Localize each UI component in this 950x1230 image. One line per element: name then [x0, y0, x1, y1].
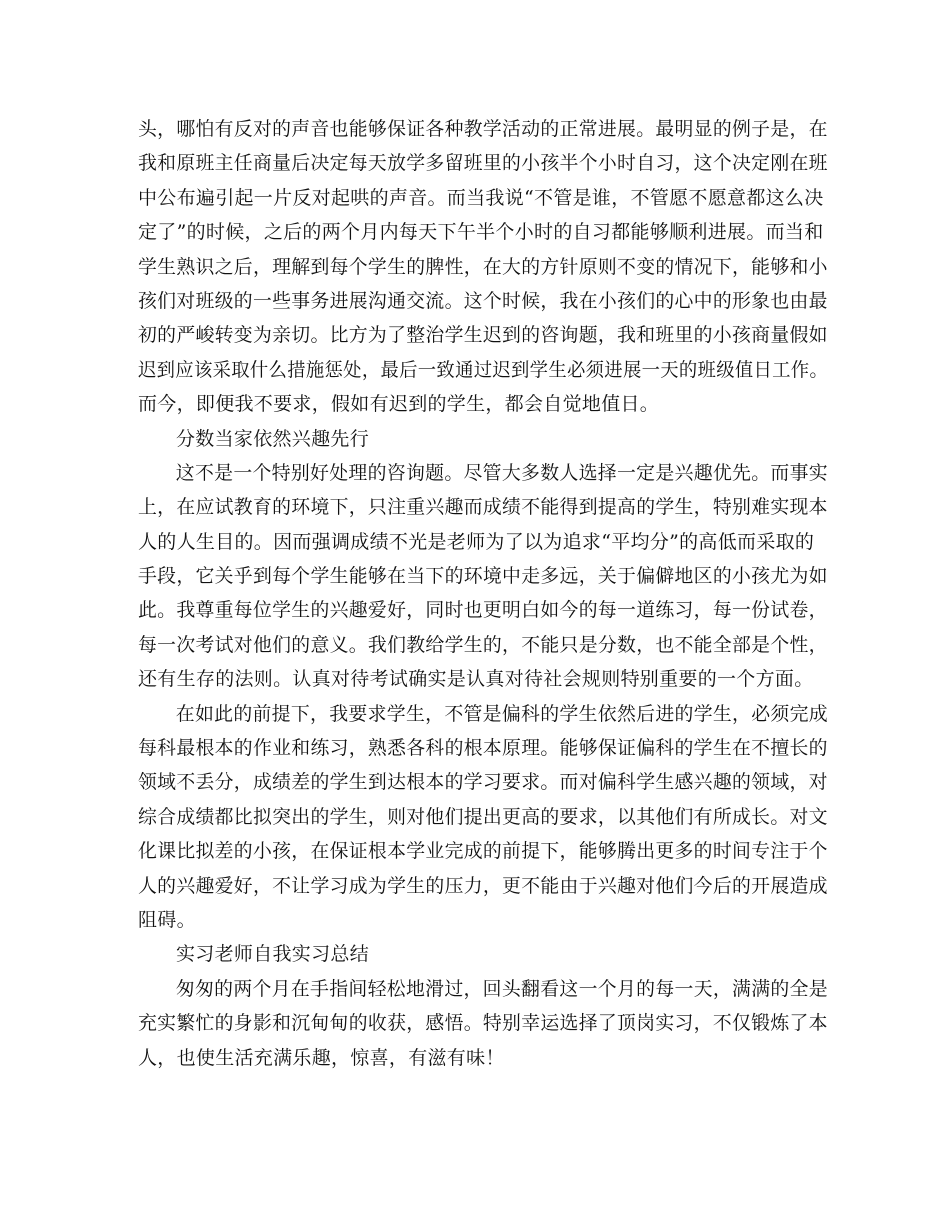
text-line: 头，哪怕有反对的声音也能够保证各种教学活动的正常进展。最明显的例子是，在: [138, 118, 828, 140]
text-line: 匆匆的两个月在手指间轻松地滑过，回头翻看这一个月的每一天，满满的全是: [175, 977, 828, 1000]
text-line: 综合成绩都比拟突出的学生，则对他们提出更高的要求，以其他们有所成长。对文: [138, 805, 828, 828]
text-line: 每一次考试对他们的意义。我们教给学生的，不能只是分数，也不能全部是个性，: [138, 633, 828, 656]
paragraph-class-management: [138, 112, 828, 422]
document-body: [138, 112, 828, 1075]
text-line: 人的兴趣爱好，不让学习成为学生的压力，更不能由于兴趣对他们今后的开展造成: [138, 874, 828, 897]
text-line: 手段，它关乎到每个学生能够在当下的环境中走多远，关于偏僻地区的小孩尤为如: [138, 565, 828, 588]
text-line: 还有生存的法则。认真对待考试确实是认真对待社会规则特别重要的一个方面。: [138, 668, 814, 691]
text-line: 在如此的前提下，我要求学生，不管是偏科的学生依然后进的学生，必须完成: [175, 702, 828, 725]
text-line: 中公布遍引起一片反对起哄的声音。而当我说“不管是谁，不管愿不愿意都这么决: [138, 186, 824, 209]
text-line: 而今，即便我不要求，假如有迟到的学生，都会自觉地值日。: [138, 393, 660, 416]
section-heading-internship-summary: 实习老师自我实习总结: [176, 943, 370, 966]
paragraph-internship-intro: [138, 972, 828, 1075]
section-heading-scores-interest: 分数当家依然兴趣先行: [176, 427, 370, 450]
text-line: 孩们对班级的一些事务进展沟通交流。这个时候，我在小孩们的心中的形象也由最: [138, 289, 828, 312]
text-line: 化课比拟差的小孩，在保证根本学业完成的前提下，能够腾出更多的时间专注于个: [138, 840, 828, 863]
text-line: 这不是一个特别好处理的咨询题。尽管大多数人选择一定是兴趣优先。而事实: [175, 461, 828, 484]
text-line: 人，也使生活充满乐趣，惊喜，有滋有味！: [138, 1046, 505, 1069]
text-line: 充实繁忙的身影和沉甸甸的收获，感悟。特别幸运选择了顶岗实习，不仅锻炼了本: [138, 1012, 828, 1035]
paragraph-requirements: [138, 697, 828, 938]
text-line: 人的人生目的。因而强调成绩不光是老师为了以为追求“平均分”的高低而采取的: [138, 530, 815, 553]
text-line: 我和原班主任商量后决定每天放学多留班里的小孩半个小时自习，这个决定刚在班: [138, 152, 828, 175]
text-line: 此。我尊重每位学生的兴趣爱好，同时也更明白如今的每一道练习，每一份试卷，: [138, 599, 828, 622]
text-line: 初的严峻转变为亲切。比方为了整治学生迟到的咨询题，我和班里的小孩商量假如: [138, 324, 828, 347]
text-line: 学生熟识之后，理解到每个学生的脾性，在大的方针原则不变的情况下，能够和小: [138, 255, 828, 278]
text-line: 阻碍。: [138, 909, 196, 931]
text-line: 定了”的时候，之后的两个月内每天下午半个小时的自习都能够顺利进展。而当和: [138, 221, 824, 244]
text-line: 迟到应该采取什么措施惩处，最后一致通过迟到学生必须进展一天的班级值日工作。: [138, 358, 829, 381]
paragraph-scores-vs-interest: [138, 456, 828, 697]
text-line: 每科最根本的作业和练习，熟悉各科的根本原理。能够保证偏科的学生在不擅长的: [138, 737, 828, 760]
text-line: 领域不丢分，成绩差的学生到达根本的学习要求。而对偏科学生感兴趣的领域，对: [138, 771, 828, 794]
text-line: 上，在应试教育的环境下，只注重兴趣而成绩不能得到提高的学生，特别难实现本: [138, 496, 828, 519]
